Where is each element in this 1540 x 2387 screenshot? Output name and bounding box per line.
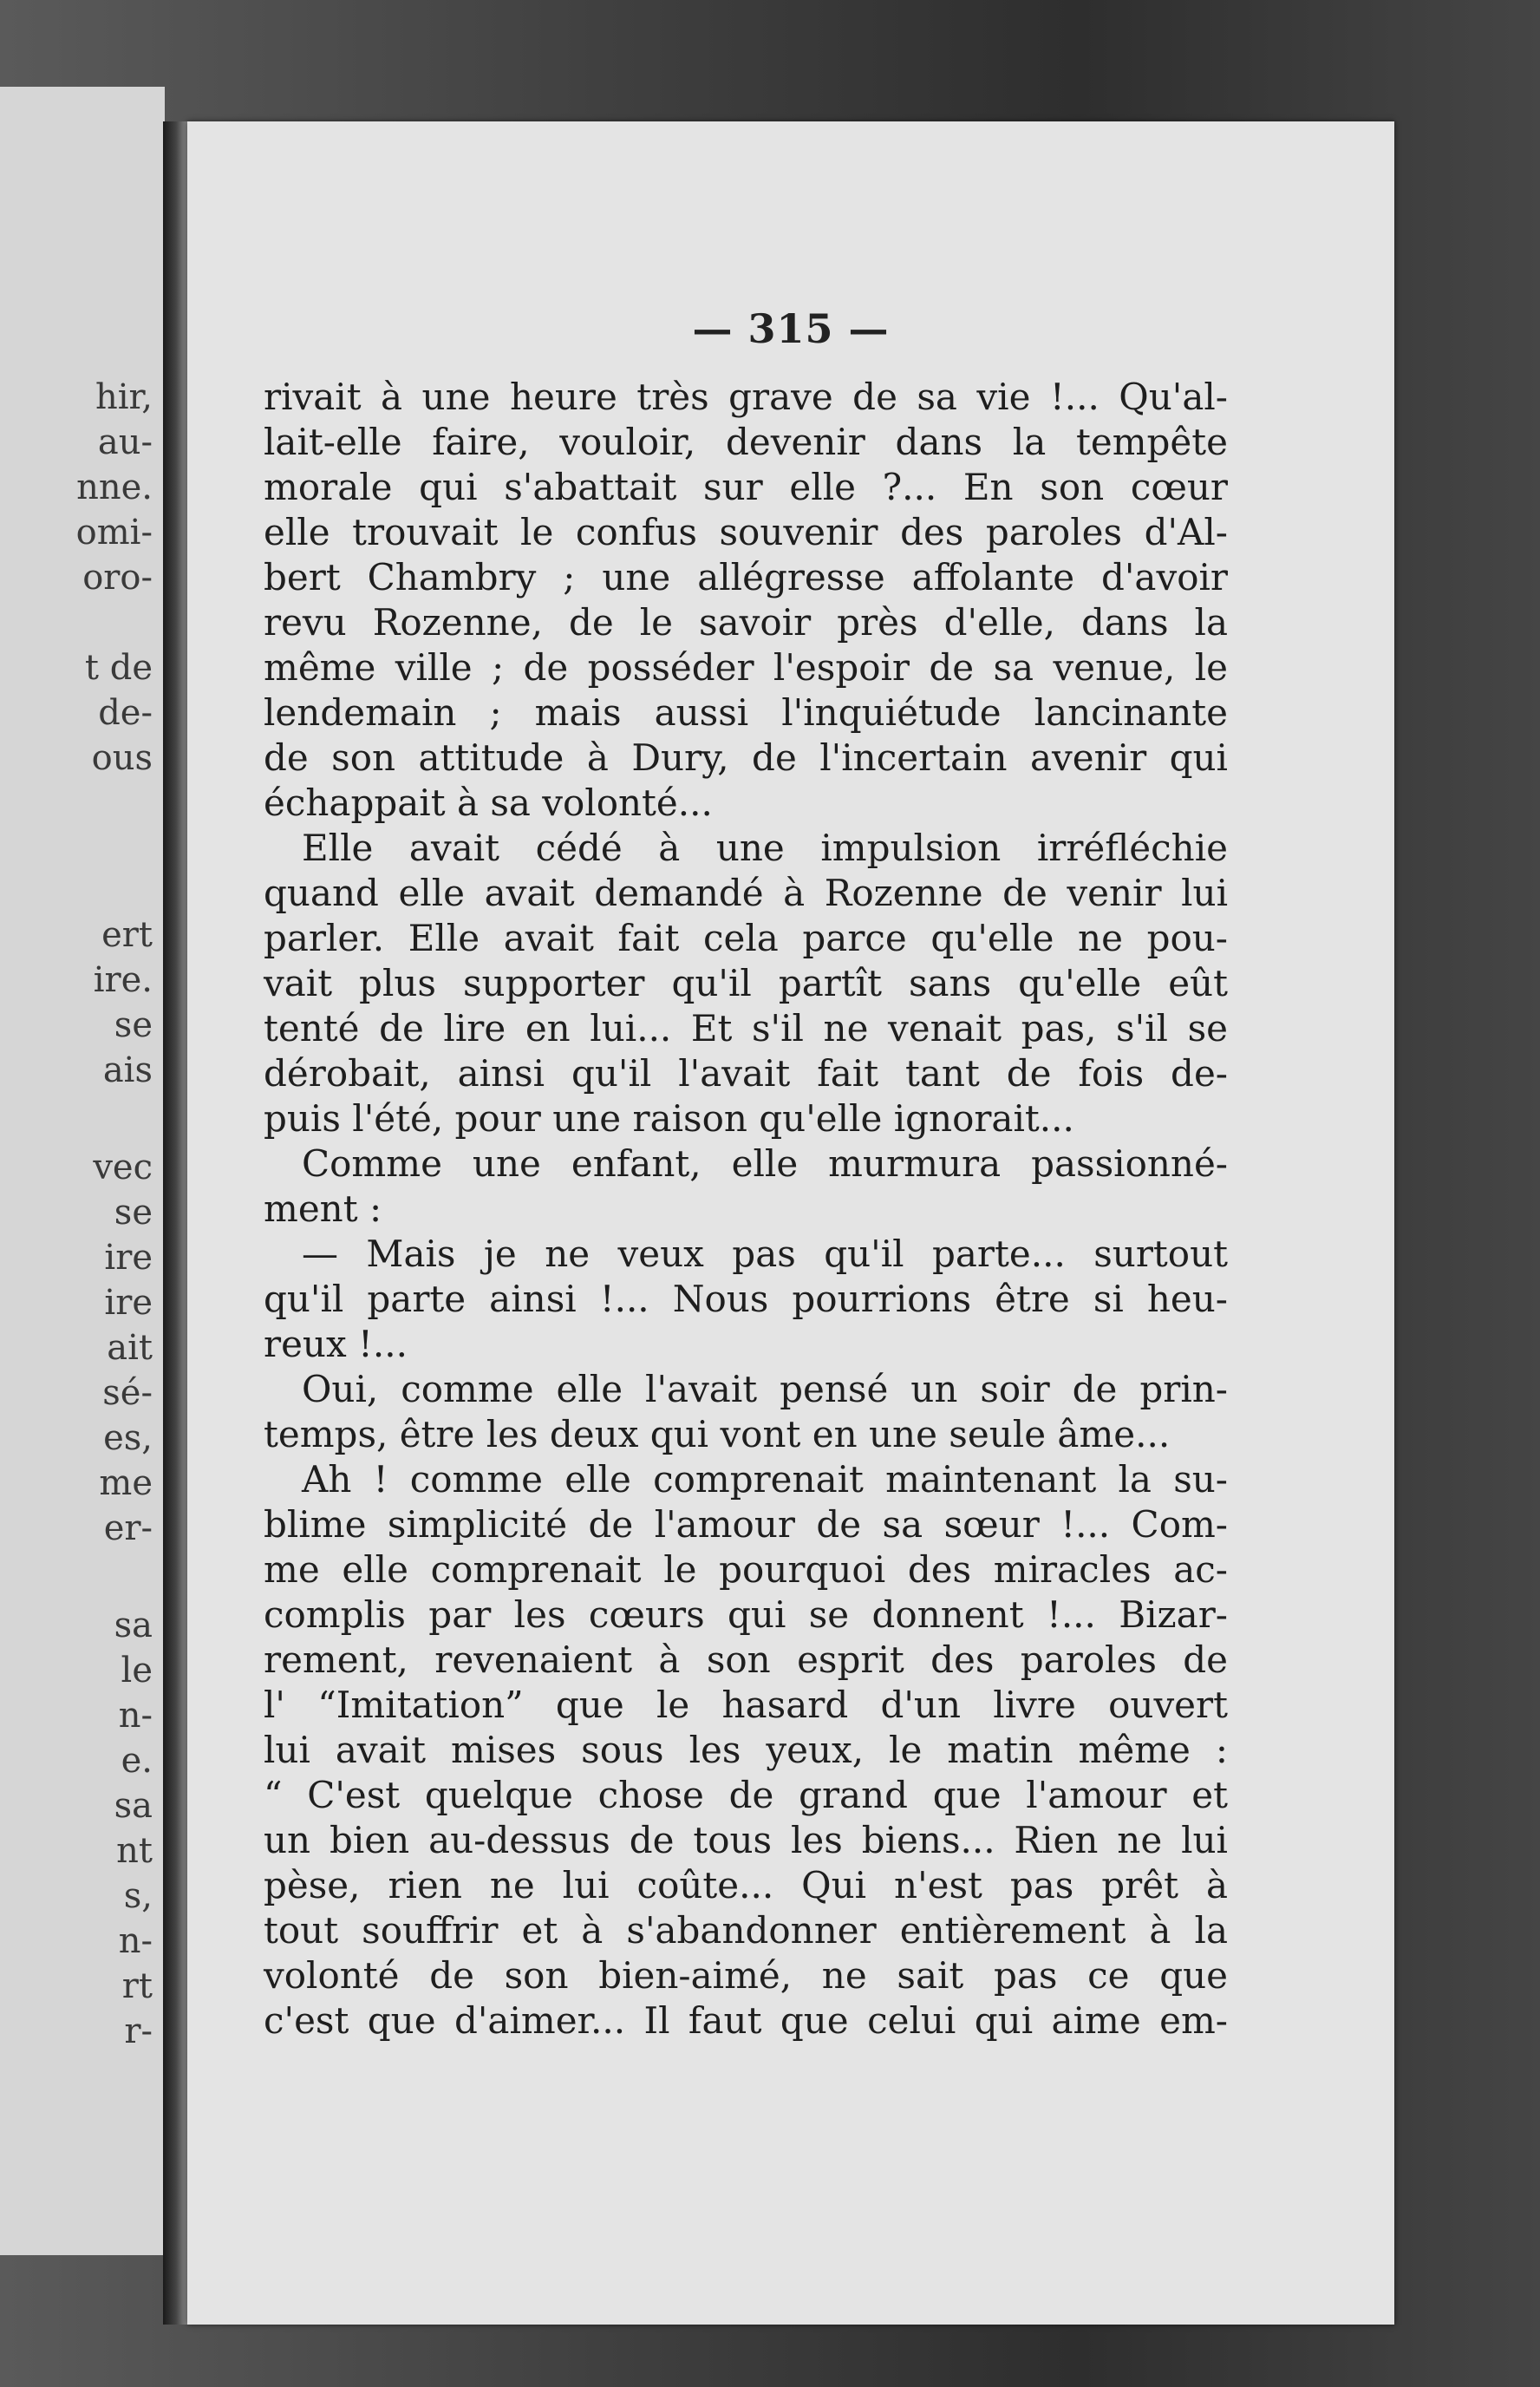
text-line: parler. Elle avait fait cela parce qu'elle ne pou- — [264, 917, 1228, 959]
text-line: un bien au-dessus de tous les biens... Rien ne lui — [264, 1819, 1228, 1861]
text-line: Oui, comme elle l'avait pensé un soir de prin- — [302, 1368, 1228, 1410]
left-page-edge — [0, 87, 165, 2255]
text-line: Elle avait cédé à une impulsion irréfléchie — [302, 827, 1228, 869]
left-fragment: nne. — [76, 468, 153, 507]
text-line: bert Chambry ; une allégresse affolante d'avoir — [264, 556, 1228, 598]
left-fragment: de- — [98, 693, 153, 733]
left-fragment: me — [99, 1463, 153, 1503]
left-fragment: er- — [103, 1508, 153, 1548]
left-fragment: n- — [118, 1921, 153, 1961]
left-fragment: vec — [93, 1148, 153, 1187]
text-line: “ C'est quelque chose de grand que l'amour et — [264, 1774, 1228, 1816]
text-line: Comme une enfant, elle murmura passionné- — [302, 1142, 1228, 1185]
text-line: dérobait, ainsi qu'il l'avait fait tant de fois de- — [264, 1052, 1228, 1095]
left-fragment: ire — [104, 1283, 153, 1323]
text-line: morale qui s'abattait sur elle ?... En son cœur — [264, 466, 1228, 508]
left-fragment: rt — [121, 1966, 153, 2006]
left-fragment: ais — [102, 1050, 153, 1090]
text-line: c'est que d'aimer... Il faut que celui qui aime em- — [264, 1999, 1228, 2042]
text-line: elle trouvait le confus souvenir des paroles d'Al- — [264, 511, 1228, 553]
left-fragment: ert — [101, 915, 153, 955]
text-line: rement, revenaient à son esprit des paroles de — [264, 1638, 1228, 1681]
left-fragment: ire — [104, 1238, 153, 1278]
left-fragment: le — [121, 1651, 153, 1691]
text-line: complis par les cœurs qui se donnent !... Bizar- — [264, 1593, 1228, 1636]
book-gutter — [163, 121, 189, 2325]
left-fragment: t de — [84, 648, 153, 688]
text-line: quand elle avait demandé à Rozenne de venir lui — [264, 872, 1228, 914]
book-page — [187, 121, 1394, 2325]
left-fragment: ait — [107, 1328, 153, 1368]
left-fragment: hir, — [95, 377, 153, 417]
text-line: Ah ! comme elle comprenait maintenant la su- — [302, 1458, 1228, 1501]
text-line: lait-elle faire, vouloir, devenir dans la tempête — [264, 421, 1228, 463]
left-fragment: es, — [103, 1418, 153, 1458]
left-fragment: se — [114, 1193, 153, 1233]
text-line: échappait à sa volonté... — [264, 781, 713, 824]
text-line: ment : — [264, 1187, 382, 1230]
text-line: temps, être les deux qui vont en une seule âme... — [264, 1413, 1171, 1455]
text-line: puis l'été, pour une raison qu'elle ignorait... — [264, 1097, 1074, 1140]
left-fragment: se — [114, 1005, 153, 1045]
text-line: me elle comprenait le pourquoi des miracles ac- — [264, 1548, 1228, 1591]
left-fragment: ous — [91, 738, 153, 778]
left-fragment: oro- — [82, 558, 153, 598]
text-line: pèse, rien ne lui coûte... Qui n'est pas prêt à — [264, 1864, 1228, 1906]
text-line: lui avait mises sous les yeux, le matin même : — [264, 1729, 1228, 1771]
text-line: volonté de son bien-aimé, ne sait pas ce que — [264, 1954, 1228, 1997]
text-line: revu Rozenne, de le savoir près d'elle, dans la — [264, 601, 1228, 644]
text-line: lendemain ; mais aussi l'inquiétude lancinante — [264, 691, 1228, 734]
left-fragment: n- — [118, 1696, 153, 1736]
left-fragment: sa — [114, 1786, 153, 1826]
left-fragment: sa — [114, 1606, 153, 1645]
text-line: rivait à une heure très grave de sa vie !... Qu'al- — [264, 376, 1228, 418]
text-line: l' “Imitation” que le hasard d'un livre ouvert — [264, 1684, 1228, 1726]
left-fragment: r- — [124, 2011, 153, 2051]
text-line: tout souffrir et à s'abandonner entièrement à la — [264, 1909, 1228, 1952]
text-line: vait plus supporter qu'il partît sans qu'elle eût — [264, 962, 1228, 1004]
text-line: — Mais je ne veux pas qu'il parte... surtout — [302, 1233, 1228, 1275]
left-fragment: s, — [123, 1876, 153, 1916]
text-line: tenté de lire en lui... Et s'il ne venait pas, s'il se — [264, 1007, 1228, 1050]
text-line: même ville ; de posséder l'espoir de sa venue, le — [264, 646, 1228, 689]
left-fragment: sé- — [102, 1373, 153, 1413]
left-fragment: omi- — [75, 513, 153, 553]
left-fragment: nt — [116, 1831, 153, 1871]
text-line: qu'il parte ainsi !... Nous pourrions être si heu- — [264, 1278, 1228, 1320]
text-line: de son attitude à Dury, de l'incertain avenir qui — [264, 736, 1228, 779]
left-fragment: au- — [97, 422, 153, 462]
text-line: blime simplicité de l'amour de sa sœur !... Com- — [264, 1503, 1228, 1546]
left-fragment: ire. — [93, 960, 153, 1000]
left-fragment: e. — [121, 1741, 153, 1781]
text-line: reux !... — [264, 1323, 408, 1365]
page-number: — 315 — — [692, 305, 890, 352]
